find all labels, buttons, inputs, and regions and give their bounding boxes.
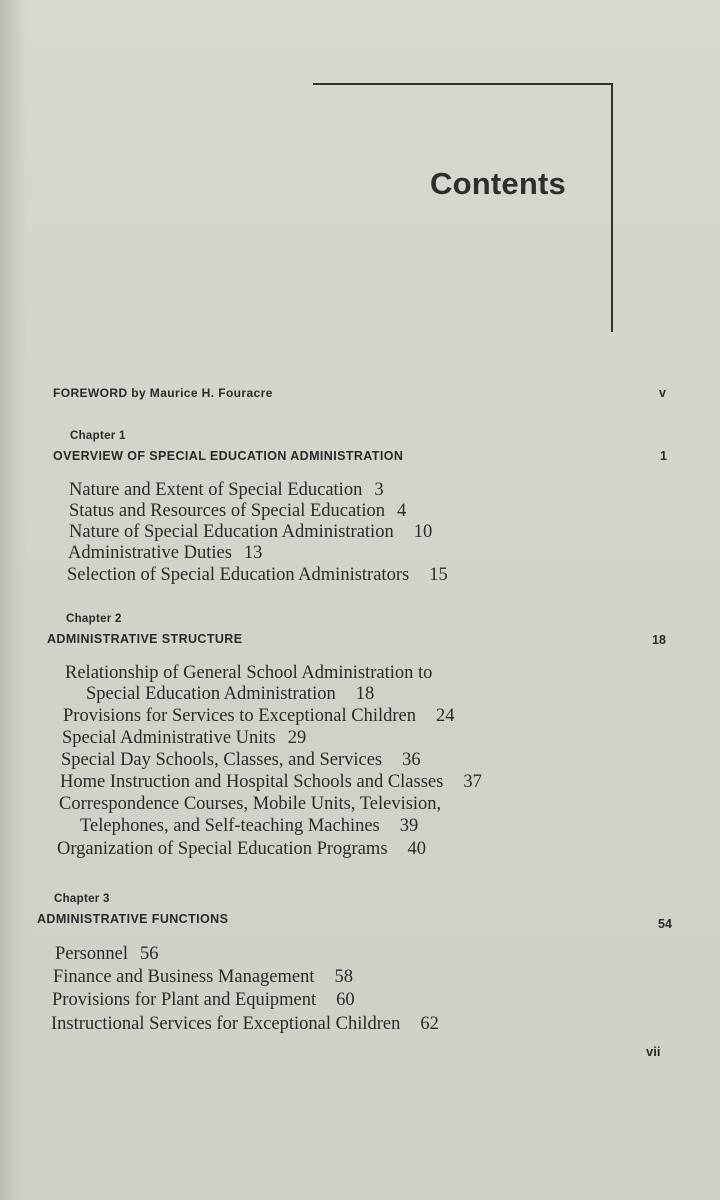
toc-entry-page: 36 (402, 750, 421, 770)
toc-entry-page: 39 (399, 816, 419, 836)
toc-entry-text: Home Instruction and Hospital Schools and Classes (60, 772, 444, 792)
toc-entry-text: Selection of Special Education Administrators (67, 565, 410, 585)
toc-entry-text: Special Administrative Units (62, 728, 276, 748)
chapter-2-label: Chapter 2 (66, 613, 122, 625)
toc-entry (60, 771, 482, 793)
toc-entry-page: 4 (396, 501, 407, 521)
toc-entry-text: Finance and Business Management (53, 967, 315, 987)
toc-entry-page: 3 (374, 480, 384, 500)
chapter-3-label: Chapter 3 (54, 893, 110, 905)
toc-entry (69, 500, 406, 522)
toc-entry (52, 989, 355, 1011)
chapter-2-page-number: 18 (652, 633, 666, 647)
binding-shadow (0, 0, 26, 1200)
toc-entry-continued (80, 815, 418, 837)
chapter-3-title: ADMINISTRATIVE FUNCTIONS (37, 912, 229, 926)
toc-entry-page: 56 (139, 944, 159, 964)
toc-entry-text: Provisions for Services to Exceptional Children (63, 706, 416, 726)
toc-entry-text: Provisions for Plant and Equipment (52, 990, 317, 1010)
toc-entry-page: 60 (336, 990, 355, 1010)
toc-entry-text: Relationship of General School Administration to (65, 663, 433, 683)
page-title: Contents (430, 166, 566, 201)
toc-entry (65, 662, 444, 684)
toc-entry-page: 18 (355, 684, 375, 704)
toc-entry (68, 542, 262, 564)
foreword-heading: FOREWORD by Maurice H. Fouracre (53, 386, 273, 400)
title-bracket-side-rule (611, 83, 613, 332)
toc-entry-text: Nature of Special Education Administration (69, 522, 394, 542)
toc-entry-page: 10 (413, 522, 433, 542)
title-bracket-top-rule (313, 83, 612, 85)
toc-entry-text: Telephones, and Self-teaching Machines (80, 816, 380, 836)
toc-entry (69, 521, 432, 543)
toc-entry-page: 24 (435, 706, 455, 726)
toc-entry-text: Special Day Schools, Classes, and Services (61, 750, 383, 770)
toc-entry-text: Administrative Duties (68, 543, 232, 563)
toc-entry-page: 15 (429, 565, 448, 585)
toc-entry (59, 793, 453, 815)
toc-entry-text: Status and Resources of Special Education (69, 501, 385, 521)
toc-entry-text: Instructional Services for Exceptional Children (51, 1014, 401, 1034)
toc-entry (53, 966, 353, 988)
toc-entry (63, 705, 454, 727)
toc-entry-text: Personnel (55, 944, 128, 964)
toc-entry (62, 727, 306, 749)
toc-entry (67, 564, 448, 586)
toc-entry-text: Correspondence Courses, Mobile Units, Television, (59, 794, 442, 814)
chapter-2-title: ADMINISTRATIVE STRUCTURE (47, 632, 243, 646)
toc-entry-page: 62 (420, 1014, 439, 1034)
toc-entry (57, 838, 426, 860)
toc-entry-text: Nature and Extent of Special Education (69, 480, 363, 500)
chapter-1-title: OVERVIEW OF SPECIAL EDUCATION ADMINISTRATION (53, 449, 404, 463)
foreword-page-number: v (659, 386, 666, 400)
toc-entry-page: 13 (243, 543, 263, 563)
toc-entry-page: 37 (463, 772, 482, 792)
toc-entry-continued (86, 683, 374, 705)
toc-entry-page: 29 (287, 728, 307, 748)
toc-entry-text: Special Education Administration (86, 684, 336, 704)
toc-entry-page: 40 (407, 839, 427, 859)
toc-entry-text: Organization of Special Education Programs (57, 839, 388, 859)
toc-entry (51, 1013, 439, 1035)
chapter-1-label: Chapter 1 (70, 430, 126, 442)
chapter-1-page-number: 1 (660, 449, 667, 463)
chapter-3-page-number: 54 (658, 917, 672, 931)
toc-entry (55, 943, 158, 965)
toc-entry (69, 479, 384, 501)
toc-entry-page: 58 (334, 967, 354, 987)
toc-entry (61, 749, 421, 771)
page-folio: vii (646, 1044, 661, 1059)
